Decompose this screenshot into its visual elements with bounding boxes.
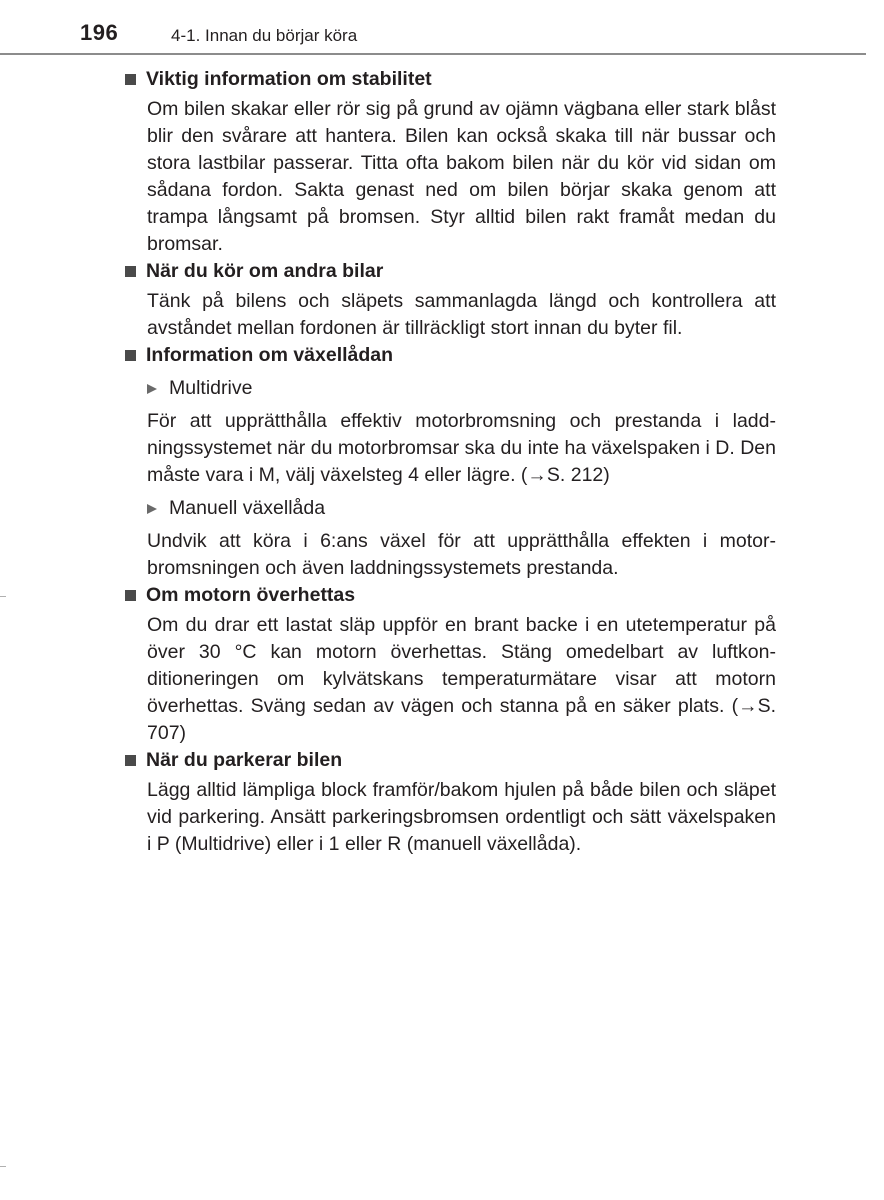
triangle-bullet-icon [147,384,157,394]
section-heading [124,747,776,774]
crop-mark [0,1166,6,1167]
section-heading [124,582,776,609]
section-paragraph: Om bilen skakar eller rör sig på grund av ojämn vägbana eller stark blåst blir den svårare att hantera. Bilen kan också skaka till när bussar och stora lastbilar passerar. Titta ofta bakom bilen när du kör vid sidan om sådana fordon. Sakta genast ned om bilen börjar skaka genom att trampa långsamt på bromsen. Styr alltid bilen rakt framåt medan du bromsar. [147,98,776,255]
section-heading [124,342,776,369]
triangle-bullet-icon [147,504,157,514]
chapter-title: 4-1. Innan du börjar köra [171,26,358,45]
subsection-heading [147,375,776,402]
section-heading-text: Viktig information om stabilitet [146,68,432,90]
subsection-title: Multidrive [169,377,253,399]
section-paragraph: Om du drar ett lastat släp uppför en brant backe i en utetemperatur på över 30 °C kan motorn överhettas. Stäng omedelbart av luftkonditioneringen om kylvätskans temperaturmätare visar att motorn överhettas. Sväng sedan av vägen och stanna på en säker plats. (→S. 707) [147,614,776,744]
section-overheating [124,582,776,747]
subsection-paragraph: För att upprätthålla effektiv motorbromsning och prestanda i laddningssystemet när du motorbromsar ska du inte ha växelspaken i D. Den måste vara i M, välj växelsteg 4 eller lägre. (→S. 212) [147,410,776,486]
page-number: 196 [80,20,119,45]
section-paragraph: Lägg alltid lämpliga block framför/bakom hjulen på både bilen och släpet vid parkering. Ansätt parkeringsbromsen ordentligt och sätt växelspaken i P (Multidrive) eller i 1 eller R (manuell växellåda). [147,779,776,855]
section-heading [124,258,776,285]
section-heading [124,66,776,93]
page-header [0,0,884,58]
section-heading-text: Information om växellådan [146,344,394,366]
section-heading-text: När du parkerar bilen [146,749,343,771]
crop-mark [0,596,6,597]
square-bullet-icon [125,755,136,766]
subsection-heading [147,495,776,522]
section-parking [124,747,776,858]
square-bullet-icon [125,590,136,601]
section-overtaking [124,258,776,342]
header-divider [0,53,866,55]
section-heading-text: Om motorn överhettas [146,584,356,606]
section-stability [124,66,776,258]
section-transmission [124,342,776,582]
page-body [124,66,776,858]
section-heading-text: När du kör om andra bilar [146,260,384,282]
subsection-paragraph: Undvik att köra i 6:ans växel för att upprätthålla effekten i motorbromsningen och även laddningssystemets prestanda. [147,530,776,579]
square-bullet-icon [125,74,136,85]
subsection-title: Manuell växellåda [169,497,326,519]
square-bullet-icon [125,266,136,277]
square-bullet-icon [125,350,136,361]
section-paragraph: Tänk på bilens och släpets sammanlagda längd och kontrollera att avståndet mellan fordonen är tillräckligt stort innan du byter fil. [147,290,776,339]
